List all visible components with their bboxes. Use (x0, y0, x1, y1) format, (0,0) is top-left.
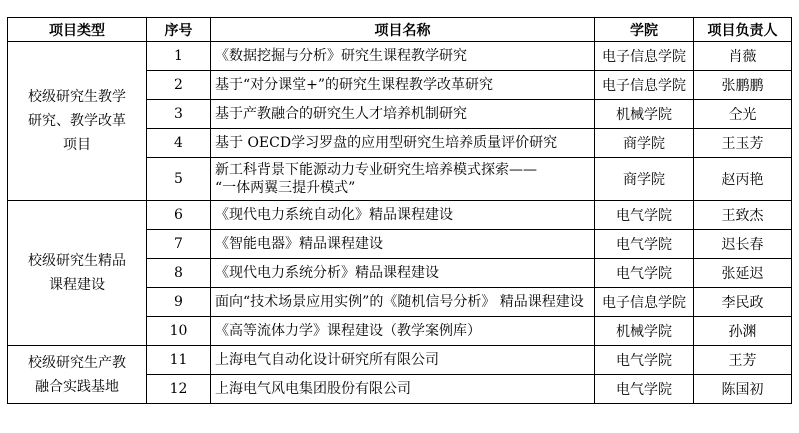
college-cell: 电子信息学院 (595, 42, 694, 71)
project-name-cell (211, 201, 595, 230)
project-type-cell (8, 346, 147, 404)
project-type-cell (8, 42, 147, 201)
project-name-line: 上海电气自动化设计研究所有限公司 (215, 352, 439, 368)
project-name-line: 《数据挖掘与分析》研究生课程教学研究 (215, 48, 467, 64)
project-name-cell (211, 288, 595, 317)
project-type-line: 校级研究生精品 (28, 253, 126, 269)
seq-cell: 10 (147, 317, 211, 346)
leader-cell: 陈国初 (694, 375, 792, 404)
project-name-line: 《现代电力系统自动化》精品课程建设 (215, 207, 453, 223)
leader-cell: 李民政 (694, 288, 792, 317)
seq-cell: 1 (147, 42, 211, 71)
college-cell: 商学院 (595, 129, 694, 158)
college-cell: 电气学院 (595, 201, 694, 230)
college-cell: 电气学院 (595, 375, 694, 404)
project-name-line: “一体两翼三提升模式” (215, 180, 356, 196)
project-name-cell (211, 71, 595, 100)
college-cell: 商学院 (595, 158, 694, 201)
project-name-line: 《高等流体力学》课程建设（教学案例库） (215, 323, 481, 339)
seq-cell: 5 (147, 158, 211, 201)
project-type-line: 融合实践基地 (35, 378, 119, 395)
seq-cell: 7 (147, 230, 211, 259)
seq-cell: 12 (147, 375, 211, 404)
seq-cell: 9 (147, 288, 211, 317)
header-seq: 序号 (147, 18, 211, 42)
project-name-line: 《智能电器》精品课程建设 (215, 236, 383, 252)
college-cell: 机械学院 (595, 317, 694, 346)
table-row (8, 346, 792, 375)
project-name-line: 上海电气风电集团股份有限公司 (215, 381, 411, 397)
project-name-cell (211, 129, 595, 158)
project-name-cell (211, 158, 595, 201)
college-cell: 电子信息学院 (595, 288, 694, 317)
project-name-cell (211, 259, 595, 288)
project-name-line: 基于 OECD学习罗盘的应用型研究生培养质量评价研究 (215, 135, 558, 151)
project-type-cell (8, 201, 147, 346)
leader-cell: 仝光 (694, 100, 792, 129)
college-cell: 电气学院 (595, 230, 694, 259)
leader-cell: 赵丙艳 (694, 158, 792, 201)
project-name-cell (211, 100, 595, 129)
project-name-line: 新工科背景下能源动力专业研究生培养模式探索—— (215, 162, 537, 178)
header-name: 项目名称 (211, 18, 595, 42)
project-type-line: 项目 (63, 137, 91, 153)
college-cell: 电气学院 (595, 259, 694, 288)
leader-cell: 肖薇 (694, 42, 792, 71)
table-body (8, 42, 792, 404)
project-name-cell (211, 375, 595, 404)
project-type-line: 研究、教学改革 (28, 113, 126, 129)
project-type-line: 校级研究生教学 (28, 89, 126, 105)
leader-cell: 王玉芳 (694, 129, 792, 158)
project-name-cell (211, 346, 595, 375)
leader-cell: 王致杰 (694, 201, 792, 230)
project-type-line: 课程建设 (49, 277, 105, 293)
seq-cell: 4 (147, 129, 211, 158)
header-leader: 项目负责人 (694, 18, 792, 42)
leader-cell: 张鹏鹏 (694, 71, 792, 100)
seq-cell: 3 (147, 100, 211, 129)
college-cell: 电气学院 (595, 346, 694, 375)
leader-cell: 迟长春 (694, 230, 792, 259)
seq-cell: 6 (147, 201, 211, 230)
college-cell: 电子信息学院 (595, 71, 694, 100)
table-row (8, 42, 792, 71)
project-name-cell (211, 317, 595, 346)
header-college: 学院 (595, 18, 694, 42)
project-type-line: 校级研究生产教 (28, 354, 126, 371)
seq-cell: 11 (147, 346, 211, 375)
projects-table (7, 17, 792, 404)
header-row (8, 18, 792, 42)
college-cell: 机械学院 (595, 100, 694, 129)
header-type: 项目类型 (8, 18, 147, 42)
project-name-line: 面向“技术场景应用实例”的《随机信号分析》 精品课程建设 (215, 294, 584, 310)
project-name-line: 基于产教融合的研究生人才培养机制研究 (215, 106, 467, 122)
project-name-line: 基于“对分课堂+”的研究生课程教学改革研究 (215, 77, 494, 93)
leader-cell: 王芳 (694, 346, 792, 375)
table-row (8, 201, 792, 230)
project-name-line: 《现代电力系统分析》精品课程建设 (215, 265, 439, 281)
project-name-cell (211, 230, 595, 259)
seq-cell: 8 (147, 259, 211, 288)
leader-cell: 张延迟 (694, 259, 792, 288)
leader-cell: 孙渊 (694, 317, 792, 346)
project-name-cell (211, 42, 595, 71)
seq-cell: 2 (147, 71, 211, 100)
